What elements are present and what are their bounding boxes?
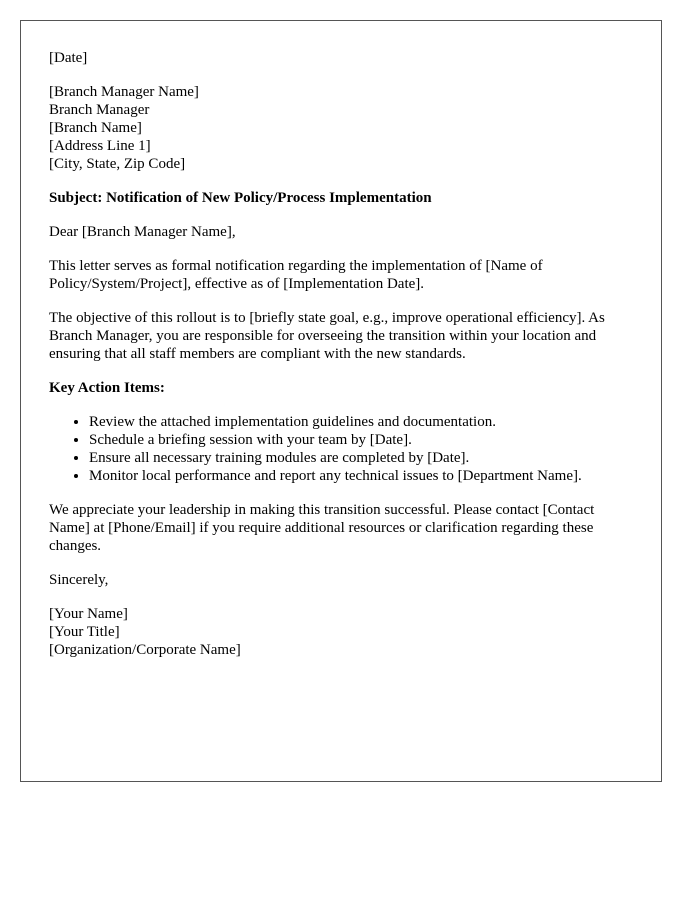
action-item: • Schedule a briefing session with your team by [Date]. — [89, 431, 633, 449]
paragraph-appreciation: We appreciate your leadership in making this transition successful. Please contact [Contact Name] at [Phone/Email] if you require additional resources or clarification regarding these changes. — [49, 502, 595, 554]
recipient-title: Branch Manager — [49, 102, 150, 118]
recipient-city-state-zip: [City, State, Zip Code] — [49, 156, 186, 172]
recipient-name: [Branch Manager Name] — [49, 84, 199, 100]
sender-organization: [Organization/Corporate Name] — [49, 642, 241, 658]
recipient-branch: [Branch Name] — [49, 120, 142, 136]
letter-subject: Subject: Notification of New Policy/Process Implementation — [49, 190, 432, 206]
paragraph-notification: This letter serves as formal notification regarding the implementation of [Name of Policy/System/Project], effective as of [Implementation Date]. — [49, 258, 543, 292]
letter-closing: Sincerely, — [49, 572, 109, 588]
letter-salutation: Dear [Branch Manager Name], — [49, 224, 236, 240]
sender-block — [49, 605, 633, 659]
recipient-address-line1: [Address Line 1] — [49, 138, 151, 154]
action-items-heading: Key Action Items: — [49, 380, 165, 396]
action-item: • Ensure all necessary training modules are completed by [Date]. — [89, 449, 633, 467]
action-item: • Review the attached implementation guidelines and documentation. — [89, 413, 633, 431]
action-items-list — [49, 413, 633, 485]
paragraph-objective: The objective of this rollout is to [briefly state goal, e.g., improve operational efficiency]. As Branch Manager, you are responsible for overseeing the transition within your location and ensuring that all staff members are compliant with the new standards. — [49, 310, 605, 362]
sender-name: [Your Name] — [49, 606, 128, 622]
letter-date: [Date] — [49, 50, 88, 66]
recipient-block — [49, 83, 633, 173]
letter-page — [20, 20, 662, 782]
action-item: • Monitor local performance and report any technical issues to [Department Name]. — [89, 467, 633, 485]
sender-title: [Your Title] — [49, 624, 120, 640]
